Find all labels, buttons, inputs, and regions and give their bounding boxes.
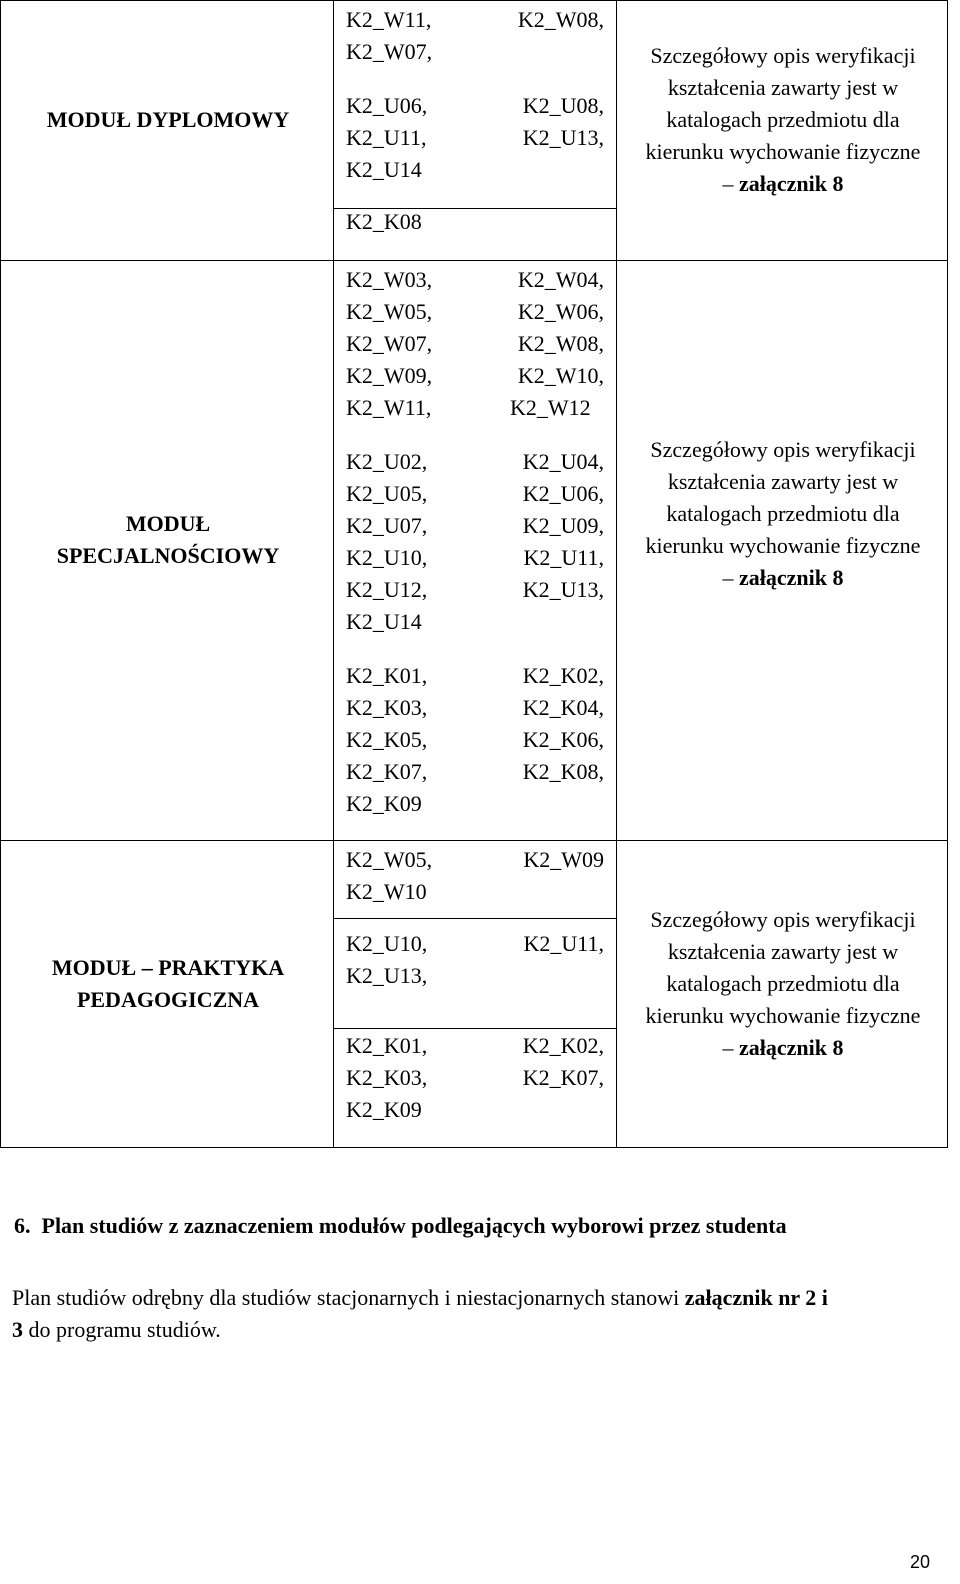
attachment-ref: załącznik 8 (739, 565, 844, 590)
outcome-code: K2_U09, (522, 513, 604, 538)
outcome-code: K2_U06, (346, 93, 428, 118)
outcome-code: K2_W07, (346, 331, 433, 356)
outcome-code: K2_K06, (522, 727, 604, 752)
outcome-code: K2_W05, (346, 299, 433, 324)
attachment-ref: załącznik 8 (739, 171, 844, 196)
verification-note (618, 434, 948, 594)
outcome-code: K2_W10, (517, 363, 604, 388)
page-number: 20 (910, 1552, 931, 1572)
verification-line: Szczegółowy opis weryfikacji (650, 43, 916, 68)
outcome-code: K2_U10, (346, 931, 428, 956)
outcome-code: K2_U14 (346, 157, 422, 182)
dash: – (722, 1035, 734, 1060)
table-border-top (0, 0, 948, 1)
dash: – (722, 565, 734, 590)
module-name-line: MODUŁ (125, 511, 211, 536)
outcome-code: K2_W03, (346, 267, 433, 292)
module-name-specjalnosciowy (2, 508, 334, 572)
outcome-code: K2_K05, (346, 727, 428, 752)
body-paragraph (12, 1282, 952, 1346)
outcome-code: K2_W12 (510, 395, 591, 420)
outcome-code: K2_K02, (522, 1033, 604, 1058)
module-name-line: MODUŁ – PRAKTYKA (51, 955, 285, 980)
outcome-code: K2_U10, (346, 545, 428, 570)
outcome-code: K2_W05, (346, 847, 433, 872)
outcome-code: K2_U13, (522, 577, 604, 602)
module-name-dyplomowy: MODUŁ DYPLOMOWY (46, 107, 290, 132)
dash: – (722, 171, 734, 196)
row-divider-1 (0, 260, 948, 261)
verification-attachment (618, 562, 948, 594)
outcome-code: K2_U04, (522, 449, 604, 474)
attachment-ref: załącznik 8 (739, 1035, 844, 1060)
outcome-code: K2_U05, (346, 481, 428, 506)
verification-attachment (618, 1032, 948, 1064)
verification-attachment (618, 168, 948, 200)
outcome-code: K2_K07, (346, 759, 428, 784)
section-heading (14, 1210, 787, 1242)
outcome-code: K2_K09 (346, 791, 422, 816)
verification-line: kształcenia zawarty jest w (667, 939, 899, 964)
outcome-code: K2_W06, (517, 299, 604, 324)
module-name-praktyka (2, 952, 334, 1016)
outcome-code: K2_W07, (346, 39, 433, 64)
outcome-code: K2_W09 (523, 847, 604, 872)
section-number: 6. (14, 1213, 31, 1238)
row3-u-divider (333, 1028, 616, 1029)
verification-line: katalogach przedmiotu dla (666, 971, 900, 996)
module-name-line: PEDAGOGICZNA (76, 987, 260, 1012)
col-divider-2 (616, 0, 617, 1148)
paragraph-bold: załącznik nr 2 i (684, 1285, 828, 1310)
outcome-code: K2_K04, (522, 695, 604, 720)
outcome-code: K2_K08 (346, 209, 422, 234)
table-border-left (0, 0, 1, 1148)
paragraph-bold: 3 (12, 1317, 23, 1342)
row3-w-divider (333, 918, 616, 919)
outcome-code: K2_W04, (517, 267, 604, 292)
outcome-code: K2_K01, (346, 663, 428, 688)
outcome-code: K2_K02, (522, 663, 604, 688)
verification-line: kierunku wychowanie fizyczne (645, 139, 921, 164)
outcome-code: K2_K09 (346, 1097, 422, 1122)
module-name-line: SPECJALNOŚCIOWY (56, 543, 280, 568)
paragraph-text: do programu studiów. (23, 1317, 221, 1342)
outcome-code: K2_U11, (523, 545, 604, 570)
outcome-code: K2_U11, (346, 125, 427, 150)
verification-note (618, 40, 948, 200)
outcome-code: K2_K03, (346, 1065, 428, 1090)
verification-line: kształcenia zawarty jest w (667, 75, 899, 100)
outcome-code: K2_K01, (346, 1033, 428, 1058)
outcome-code: K2_U12, (346, 577, 428, 602)
verification-line: katalogach przedmiotu dla (666, 501, 900, 526)
outcome-code: K2_W08, (517, 7, 604, 32)
verification-line: Szczegółowy opis weryfikacji (650, 907, 916, 932)
outcome-code: K2_U07, (346, 513, 428, 538)
verification-note (618, 904, 948, 1064)
outcome-code: K2_W09, (346, 363, 433, 388)
outcome-code: K2_K03, (346, 695, 428, 720)
section-title: Plan studiów z zaznaczeniem modułów podlegających wyborowi przez studenta (41, 1213, 787, 1238)
outcome-code: K2_U02, (346, 449, 428, 474)
outcome-code: K2_U14 (346, 609, 422, 634)
outcome-code: K2_K08, (522, 759, 604, 784)
outcome-code: K2_U11, (523, 931, 604, 956)
verification-line: kierunku wychowanie fizyczne (645, 533, 921, 558)
outcome-code: K2_W08, (517, 331, 604, 356)
outcome-code: K2_W11, (346, 7, 432, 32)
verification-line: kształcenia zawarty jest w (667, 469, 899, 494)
verification-line: katalogach przedmiotu dla (666, 107, 900, 132)
outcome-code: K2_W11, (346, 395, 432, 420)
row-divider-2 (0, 840, 948, 841)
outcome-code: K2_K07, (522, 1065, 604, 1090)
paragraph-text: Plan studiów odrębny dla studiów stacjonarnych i niestacjonarnych stanowi (12, 1285, 685, 1310)
outcome-code: K2_U08, (522, 93, 604, 118)
outcome-code: K2_U13, (522, 125, 604, 150)
table-border-bottom (0, 1147, 948, 1148)
verification-line: Szczegółowy opis weryfikacji (650, 437, 916, 462)
verification-line: kierunku wychowanie fizyczne (645, 1003, 921, 1028)
outcome-code: K2_U13, (346, 963, 428, 988)
outcome-code: K2_U06, (522, 481, 604, 506)
outcome-code: K2_W10 (346, 879, 427, 904)
